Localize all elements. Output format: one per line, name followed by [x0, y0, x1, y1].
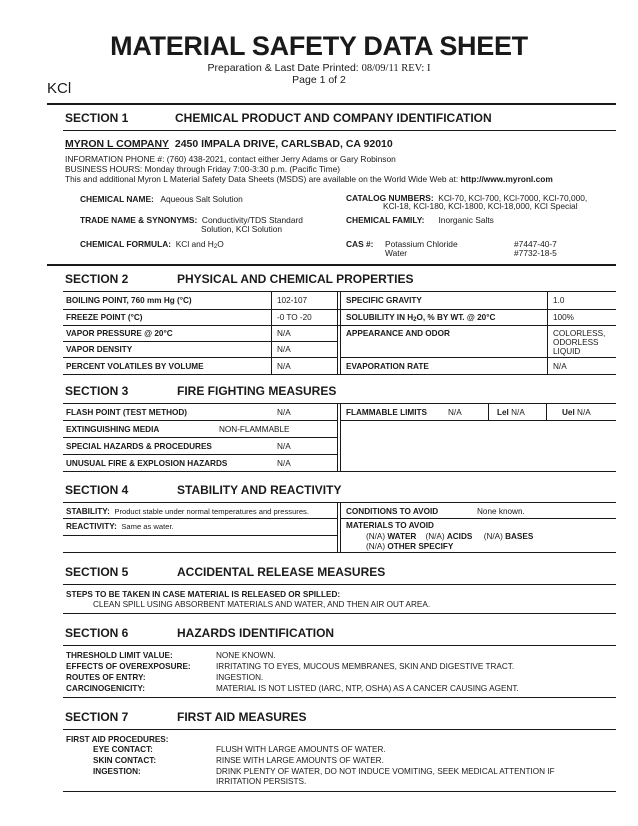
special-hazards-label: SPECIAL HAZARDS & PROCEDURES [66, 442, 212, 451]
table-col-line [340, 403, 341, 471]
table-col-line [340, 502, 341, 552]
sol-sub: 2 [413, 317, 417, 323]
table-row-line [63, 341, 337, 342]
flash-point-label: FLASH POINT (TEST METHOD) [66, 408, 187, 417]
lel-label: Lel [497, 408, 509, 417]
spill-steps-value: CLEAN SPILL USING ABSORBENT MATERIALS AND WATER, AND THEN AIR OUT AREA. [93, 600, 431, 609]
page-number: Page 1 of 2 [292, 74, 346, 86]
table-row-line [63, 535, 337, 536]
table-border [63, 471, 616, 472]
extinguishing-media-label: EXTINGUISHING MEDIA [66, 425, 160, 434]
appearance-label: APPEARANCE AND ODOR [346, 329, 450, 338]
catalog-line-1: KCl-70, KCl-700, KCl-7000, KCl-70,000, [438, 193, 588, 203]
section-1-number: SECTION 1 [65, 111, 129, 125]
carcinogenicity-label: CARCINOGENICITY: [66, 684, 145, 693]
section-7-title: FIRST AID MEASURES [177, 710, 307, 724]
divider [63, 613, 616, 614]
cas-number-2: #7732-18-5 [514, 248, 557, 258]
document-title: MATERIAL SAFETY DATA SHEET [110, 31, 528, 61]
routes-value: INGESTION. [216, 673, 264, 682]
vapor-density-label: VAPOR DENSITY [66, 345, 133, 354]
table-border [63, 552, 616, 553]
trade-line-2: Solution, KCl Solution [201, 224, 283, 234]
prep-label: Preparation & Last Date Printed: [207, 62, 359, 74]
table-col-line [488, 403, 489, 420]
specific-gravity-value: 1.0 [553, 296, 565, 305]
catalog-label: CATALOG NUMBERS: [346, 193, 434, 203]
divider [63, 645, 616, 646]
table-col-line [546, 403, 547, 420]
table-col-line [337, 291, 338, 374]
freeze-point-value: -0 TO -20 [277, 313, 312, 322]
overexposure-label: EFFECTS OF OVEREXPOSURE: [66, 662, 191, 671]
uel-label: Uel [562, 408, 575, 417]
section-7-number: SECTION 7 [65, 710, 129, 724]
divider [63, 130, 616, 131]
first-aid-label: FIRST AID PROCEDURES: [66, 735, 169, 744]
stability [66, 507, 309, 516]
ingestion-value-1: DRINK PLENTY OF WATER, DO NOT INDUCE VOMITING, SEEK MEDICAL ATTENTION IF [216, 767, 555, 776]
table-border [63, 374, 616, 375]
freeze-point-label: FREEZE POINT (°C) [66, 313, 143, 322]
company-name [65, 138, 393, 150]
divider [63, 729, 616, 730]
specific-gravity-label: SPECIFIC GRAVITY [346, 296, 422, 305]
uel-value [562, 408, 591, 417]
evaporation-rate-label: EVAPORATION RATE [346, 362, 429, 371]
table-row-line [63, 437, 337, 438]
conditions-avoid-value: None known. [477, 507, 525, 516]
formula-b: O [217, 239, 224, 249]
routes-label: ROUTES OF ENTRY: [66, 673, 146, 682]
section-4-number: SECTION 4 [65, 483, 129, 497]
table-row-line [63, 420, 337, 421]
table-row-line [340, 518, 616, 519]
materials-avoid-row-2 [366, 542, 453, 551]
table-row-line [340, 420, 616, 421]
section-5-title: ACCIDENTAL RELEASE MEASURES [177, 565, 386, 579]
vapor-density-value: N/A [277, 345, 291, 354]
chemical-name [80, 194, 243, 204]
reactivity-value: Same as water. [121, 522, 174, 531]
special-hazards-value: N/A [277, 442, 291, 451]
catalog-line-2: KCl-18, KCl-180, KCl-1800, KCl-18,000, KCl Special [383, 201, 578, 211]
overexposure-value: IRRITATING TO EYES, MUCOUS MEMBRANES, SKIN AND DIGESTIVE TRACT. [216, 662, 515, 671]
section-6-number: SECTION 6 [65, 626, 129, 640]
spill-steps-label: STEPS TO BE TAKEN IN CASE MATERIAL IS RELEASED OR SPILLED: [66, 590, 341, 599]
unusual-hazards-label: UNUSUAL FIRE & EXPLOSION HAZARDS [66, 459, 228, 468]
section-1-title: CHEMICAL PRODUCT AND COMPANY IDENTIFICATION [175, 111, 492, 125]
flammable-limits-label: FLAMMABLE LIMITS [346, 408, 427, 417]
percent-volatiles-label: PERCENT VOLATILES BY VOLUME [66, 362, 204, 371]
sol-b: O, % BY WT. @ 20°C [416, 313, 496, 322]
info-phone: INFORMATION PHONE #: (760) 438-2021, contact either Jerry Adams or Gary Robinson [65, 154, 396, 164]
bases: BASES [505, 532, 534, 541]
table-row-line [63, 357, 337, 358]
na: (N/A) [425, 532, 445, 541]
trade-line-1: Conductivity/TDS Standard [201, 215, 303, 225]
sol-a: SOLUBILITY IN H [346, 313, 414, 322]
trade-label: TRADE NAME & SYNONYMS: [80, 215, 198, 225]
evaporation-rate-value: N/A [553, 362, 567, 371]
formula-sub: 2 [213, 244, 218, 250]
website-link[interactable]: http://www.myronl.com [460, 174, 553, 184]
section-4-title: STABILITY AND REACTIVITY [177, 483, 342, 497]
formula-a: KCl and H [175, 239, 214, 249]
table-row-line [63, 518, 337, 519]
other-specify: OTHER SPECIFY [387, 542, 454, 551]
cas-label: CAS #: [346, 239, 374, 249]
water: WATER [387, 532, 417, 541]
eye-contact-value: FLUSH WITH LARGE AMOUNTS OF WATER. [216, 745, 386, 754]
ingestion-label: INGESTION: [93, 767, 141, 776]
cas-name-1: Potassium Chloride [385, 239, 458, 249]
vapor-pressure-value: N/A [277, 329, 291, 338]
table-row-line [63, 454, 337, 455]
extinguishing-media-value: NON-FLAMMABLE [219, 425, 290, 434]
lel-value [497, 408, 525, 417]
section-2-number: SECTION 2 [65, 272, 129, 286]
family-value: Inorganic Salts [438, 215, 494, 225]
chemical-formula-header: KCl [47, 80, 72, 97]
solubility-label [346, 313, 495, 323]
vapor-pressure-label: VAPOR PRESSURE @ 20°C [66, 329, 173, 338]
stability-value: Product stable under normal temperatures and pressures. [114, 507, 309, 516]
stability-label: STABILITY: [66, 507, 110, 516]
company-name-text: MYRON L COMPANY [65, 138, 170, 150]
chem-name-value: Aqueous Salt Solution [160, 194, 243, 204]
ingestion-value-2: IRRITATION PERSISTS. [216, 777, 307, 786]
prep-value: 08/09/11 REV: I [361, 63, 431, 74]
section-2-title: PHYSICAL AND CHEMICAL PROPERTIES [177, 272, 414, 286]
na: (N/A) [366, 532, 386, 541]
formula-label: CHEMICAL FORMULA: [80, 239, 172, 249]
family-label: CHEMICAL FAMILY: [346, 215, 425, 225]
flammable-limits-value: N/A [448, 408, 462, 417]
materials-avoid-label: MATERIALS TO AVOID [346, 521, 434, 530]
section-3-number: SECTION 3 [65, 384, 129, 398]
solubility-value: 100% [553, 313, 574, 322]
divider [63, 697, 616, 698]
na: (N/A) [366, 542, 386, 551]
tlv-label: THRESHOLD LIMIT VALUE: [66, 651, 173, 660]
divider [47, 264, 616, 266]
company-address: 2450 IMPALA DRIVE, CARLSBAD, CA 92010 [174, 138, 393, 150]
uel-text: N/A [577, 408, 591, 417]
reactivity [66, 522, 174, 531]
section-6-title: HAZARDS IDENTIFICATION [177, 626, 335, 640]
table-col-line [340, 291, 341, 374]
skin-contact-label: SKIN CONTACT: [93, 756, 157, 765]
na: (N/A) [483, 532, 503, 541]
flash-point-value: N/A [277, 408, 291, 417]
materials-avoid-row-1 [366, 532, 533, 541]
skin-contact-value: RINSE WITH LARGE AMOUNTS OF WATER. [216, 756, 384, 765]
lel-text: N/A [511, 408, 525, 417]
section-3-title: FIRE FIGHTING MEASURES [177, 384, 337, 398]
cas-name-2: Water [385, 248, 408, 258]
appearance-line-3: LIQUID [553, 347, 581, 356]
table-row-line [340, 357, 616, 358]
preparation-date [0, 62, 638, 74]
reactivity-label: REACTIVITY: [66, 522, 117, 531]
conditions-avoid-label: CONDITIONS TO AVOID [346, 507, 439, 516]
chemical-formula [80, 239, 224, 252]
appearance-line-2: ODORLESS [553, 338, 599, 347]
table-col-line [271, 291, 272, 374]
business-hours: BUSINESS HOURS: Monday through Friday 7:00-3:30 p.m. (Pacific Time) [65, 164, 341, 174]
carcinogenicity-value: MATERIAL IS NOT LISTED (IARC, NTP, OSHA) AS A CANCER CAUSING AGENT. [216, 684, 519, 693]
table-col-line [547, 291, 548, 374]
tlv-value: NONE KNOWN. [216, 651, 276, 660]
section-5-number: SECTION 5 [65, 565, 129, 579]
eye-contact-label: EYE CONTACT: [93, 745, 153, 754]
boiling-point-value: 102-107 [277, 296, 308, 305]
divider [63, 584, 616, 585]
divider [63, 791, 616, 792]
chem-name-label: CHEMICAL NAME: [80, 194, 154, 204]
table-col-line [337, 403, 338, 471]
appearance-line-1: COLORLESS, [553, 329, 606, 338]
percent-volatiles-value: N/A [277, 362, 291, 371]
table-col-line [337, 502, 338, 552]
cas-number-1: #7447-40-7 [514, 239, 557, 249]
web-text: This and additional Myron L Material Safety Data Sheets (MSDS) are available on the World Wide Web at: [65, 174, 459, 184]
website-line [65, 174, 553, 184]
acids: ACIDS [446, 532, 473, 541]
divider [47, 103, 616, 105]
boiling-point-label: BOILING POINT, 760 mm Hg (°C) [66, 296, 192, 305]
unusual-hazards-value: N/A [277, 459, 291, 468]
chemical-family [346, 215, 494, 225]
